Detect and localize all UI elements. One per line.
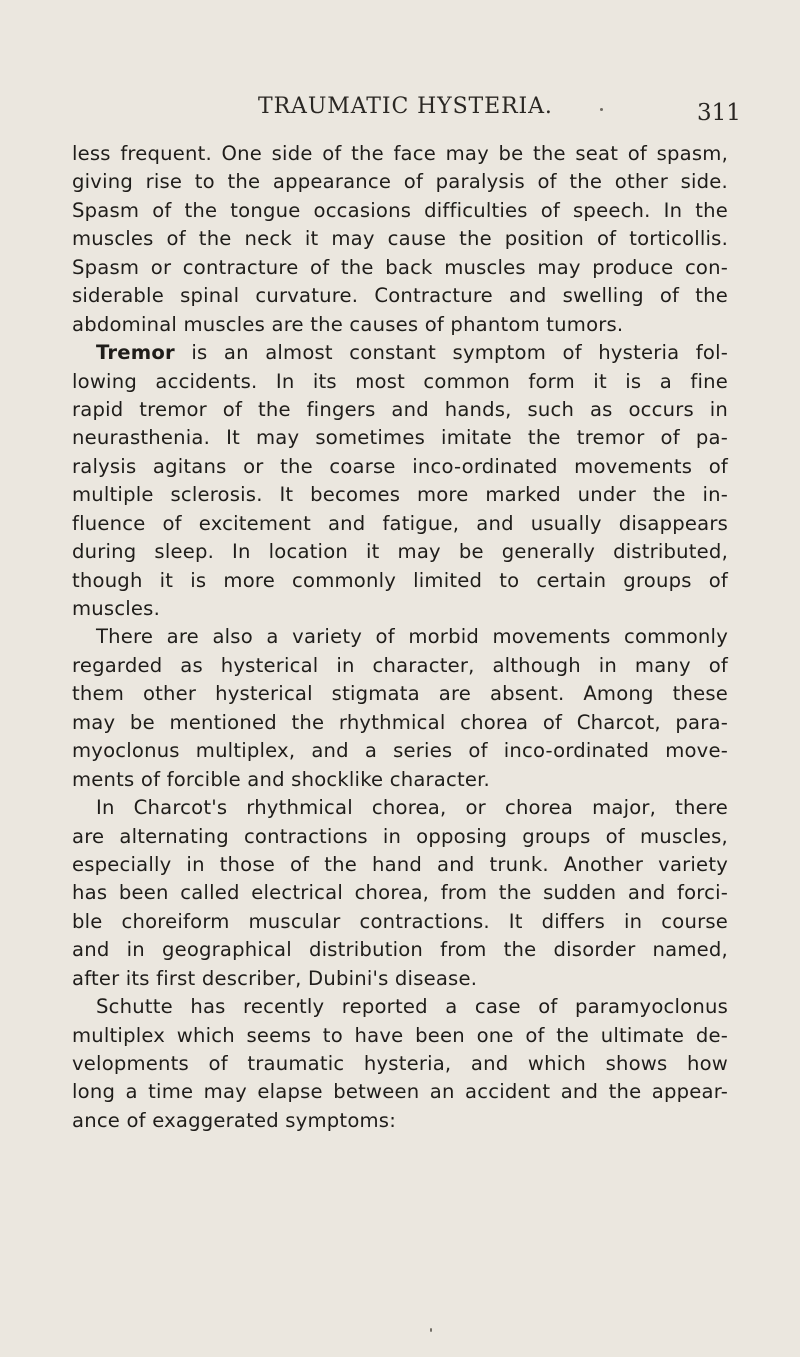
scan-speck: [430, 1328, 432, 1332]
page-number: 311: [697, 100, 741, 126]
text-line: though it is more commonly limited to certain groups of: [72, 568, 728, 592]
text-line: velopments of traumatic hysteria, and which shows how: [72, 1052, 728, 1075]
text-line: during sleep. In location it may be generally distributed,: [72, 540, 728, 564]
text-line: and in geographical distribution from the disorder named,: [72, 938, 728, 962]
text-line: are alternating contractions in opposing groups of muscles,: [72, 824, 728, 848]
text-line: less frequent. One side of the face may be the seat of spasm,: [72, 142, 728, 165]
text-line: ments of forcible and shocklike character.: [72, 767, 490, 791]
text-line: giving rise to the appearance of paralysis of the other side.: [72, 170, 728, 194]
paragraph-tremor: [72, 339, 728, 623]
text-line: [72, 339, 728, 367]
run-in-heading: Tremor: [96, 341, 175, 365]
text-line: ralysis agitans or the coarse inco-ordinated movements of: [72, 454, 728, 478]
text-line: muscles of the neck it may cause the position of torticollis.: [72, 227, 728, 251]
text-line: siderable spinal curvature. Contracture and swelling of the: [72, 284, 728, 308]
paragraph-charcot-chorea: [72, 794, 728, 993]
text-line: There are also a variety of morbid movements commonly: [96, 625, 728, 649]
text-line: multiplex which seems to have been one of the ultimate de-: [72, 1023, 728, 1047]
text-line: may be mentioned the rhythmical chorea of Charcot, para-: [72, 710, 728, 734]
text-line: lowing accidents. In its most common form it is a fine: [72, 369, 728, 393]
text-line: long a time may elapse between an accident and the appear-: [72, 1080, 728, 1104]
text-line: fluence of excitement and fatigue, and usually disappears: [72, 511, 728, 535]
paragraph-spasm: [72, 140, 728, 339]
text-line: Spasm of the tongue occasions difficulties of speech. In the: [72, 198, 728, 222]
scan-speck: [600, 108, 603, 111]
text-line: abdominal muscles are the causes of phantom tumors.: [72, 312, 624, 336]
text-line: myoclonus multiplex, and a series of inco-ordinated move-: [72, 739, 728, 763]
text-line: after its first describer, Dubini's disease.: [72, 966, 478, 990]
text-line: especially in those of the hand and trunk. Another variety: [72, 852, 728, 876]
text-line: regarded as hysterical in character, although in many of: [72, 653, 728, 677]
text-line: neurasthenia. It may sometimes imitate the tremor of pa-: [72, 426, 728, 450]
text-line: rapid tremor of the fingers and hands, such as occurs in: [72, 397, 728, 421]
paragraph-schutte: [72, 993, 728, 1135]
text-line: Schutte has recently reported a case of paramyoclonus: [96, 995, 728, 1019]
running-title: TRAUMATIC HYSTERIA.: [258, 94, 553, 119]
text-line: In Charcot's rhythmical chorea, or chorea major, there: [96, 796, 728, 820]
text-line: ble choreiform muscular contractions. It differs in course: [72, 909, 728, 933]
text-line: ance of exaggerated symptoms:: [72, 1108, 396, 1132]
text-line: Spasm or contracture of the back muscles may produce con-: [72, 255, 728, 279]
text-line: them other hysterical stigmata are absent. Among these: [72, 682, 728, 706]
body-text: [72, 140, 728, 1135]
text-line-rest: is an almost constant symptom of hysteria fol-: [174, 341, 728, 365]
text-line: has been called electrical chorea, from the sudden and forci-: [72, 881, 728, 905]
paragraph-morbid-movements: [72, 623, 728, 794]
text-line: multiple sclerosis. It becomes more marked under the in-: [72, 483, 728, 507]
running-head: [0, 94, 800, 134]
text-line: muscles.: [72, 597, 161, 620]
